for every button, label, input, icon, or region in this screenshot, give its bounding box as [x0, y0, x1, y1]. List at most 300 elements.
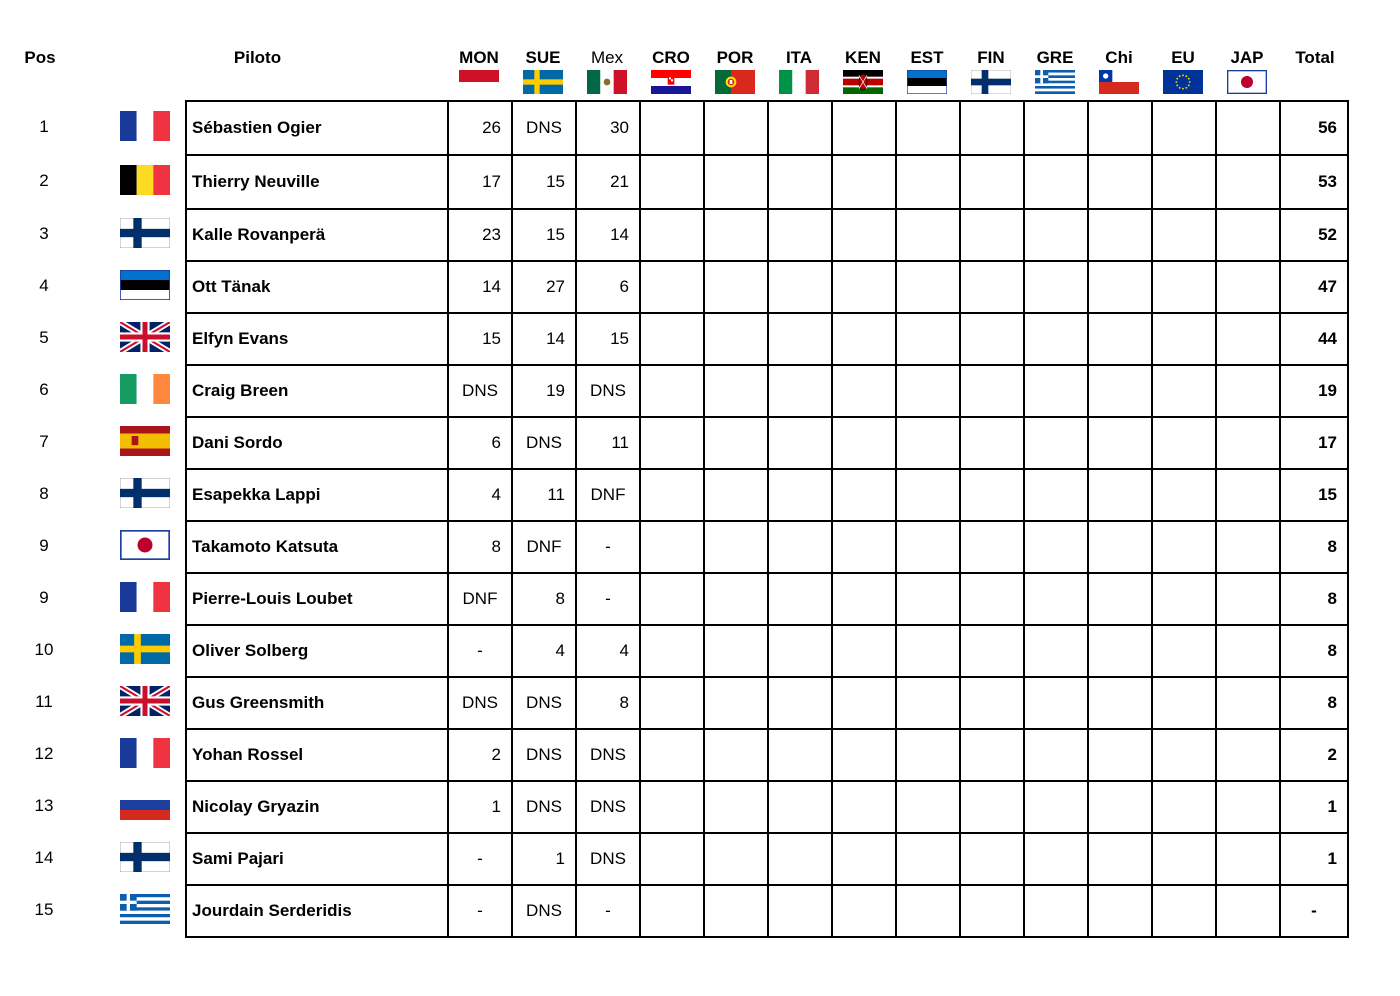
france-flag-icon: [120, 111, 170, 141]
result-cell: 1: [512, 833, 576, 885]
result-cell: 4: [448, 469, 512, 521]
table-row: [186, 677, 1348, 729]
result-cell: DNS: [512, 677, 576, 729]
result-cell: [896, 625, 960, 677]
result-cell: DNS: [576, 729, 640, 781]
result-cell: [1216, 677, 1280, 729]
result-cell: [704, 625, 768, 677]
position-number: 15: [34, 900, 54, 919]
result-cell: [832, 729, 896, 781]
result-cell: [640, 469, 704, 521]
result-cell: DNS: [512, 885, 576, 937]
result-cell: 1: [448, 781, 512, 833]
rally-header-mon: MON: [459, 48, 499, 67]
result-cell: [1024, 417, 1088, 469]
spain-flag-icon: [120, 426, 170, 456]
table-row: [186, 101, 1348, 155]
result-cell: [832, 417, 896, 469]
rally-header-chi: Chi: [1105, 48, 1133, 67]
result-cell: [1024, 729, 1088, 781]
result-cell: [640, 365, 704, 417]
total-points: 56: [1280, 101, 1348, 155]
belgium-flag-icon: [120, 165, 170, 195]
driver-name: Esapekka Lappi: [186, 469, 448, 521]
result-cell: [640, 209, 704, 261]
result-cell: [640, 261, 704, 313]
result-cell: [896, 833, 960, 885]
driver-name: Dani Sordo: [186, 417, 448, 469]
rally-header-fin: FIN: [977, 48, 1005, 67]
italy-flag-icon: [779, 70, 819, 94]
result-cell: [704, 313, 768, 365]
total-points: 8: [1280, 573, 1348, 625]
driver-name: Ott Tänak: [186, 261, 448, 313]
result-cell: [896, 573, 960, 625]
table-row: [186, 209, 1348, 261]
result-cell: [1024, 781, 1088, 833]
result-cell: [1152, 677, 1216, 729]
result-cell: [960, 469, 1024, 521]
result-cell: [1088, 677, 1152, 729]
result-cell: [640, 885, 704, 937]
result-cell: [1216, 209, 1280, 261]
greece-flag-icon: [120, 894, 170, 924]
result-cell: [1152, 885, 1216, 937]
result-cell: [1088, 313, 1152, 365]
result-cell: [704, 573, 768, 625]
result-cell: [704, 781, 768, 833]
result-cell: [896, 417, 960, 469]
result-cell: [1152, 313, 1216, 365]
pos-header: Pos: [24, 48, 56, 67]
driver-name: Yohan Rossel: [186, 729, 448, 781]
result-cell: 15: [448, 313, 512, 365]
result-cell: [1216, 101, 1280, 155]
result-cell: -: [448, 885, 512, 937]
result-cell: [768, 101, 832, 155]
result-cell: [960, 101, 1024, 155]
finland-flag-icon: [120, 478, 170, 508]
result-cell: [1024, 885, 1088, 937]
result-cell: 30: [576, 101, 640, 155]
total-points: 17: [1280, 417, 1348, 469]
total-points: 1: [1280, 833, 1348, 885]
result-cell: [640, 521, 704, 573]
table-row: [186, 261, 1348, 313]
result-cell: [704, 365, 768, 417]
result-cell: DNS: [576, 833, 640, 885]
result-cell: [1088, 101, 1152, 155]
result-cell: [1152, 155, 1216, 209]
result-cell: [640, 101, 704, 155]
result-cell: [1024, 625, 1088, 677]
result-cell: [1024, 677, 1088, 729]
result-cell: [704, 469, 768, 521]
result-cell: [1088, 365, 1152, 417]
uk-flag-icon: [120, 322, 170, 352]
result-cell: DNS: [512, 729, 576, 781]
result-cell: 21: [576, 155, 640, 209]
result-cell: [1088, 261, 1152, 313]
result-cell: [768, 625, 832, 677]
result-cell: [960, 885, 1024, 937]
position-number: 3: [39, 224, 49, 243]
table-row: [186, 313, 1348, 365]
result-cell: [1024, 469, 1088, 521]
estonia-flag-icon: [907, 70, 947, 94]
result-cell: [768, 417, 832, 469]
japan-flag-icon: [120, 530, 170, 560]
result-cell: [1152, 573, 1216, 625]
chile-flag-icon: [1099, 70, 1139, 94]
total-points: 8: [1280, 625, 1348, 677]
result-cell: [1152, 833, 1216, 885]
result-cell: 14: [448, 261, 512, 313]
result-cell: DNS: [448, 677, 512, 729]
result-cell: [1088, 469, 1152, 521]
standings-table: [185, 100, 1349, 938]
pilot-header: Piloto: [233, 48, 282, 67]
result-cell: [704, 261, 768, 313]
result-cell: [896, 209, 960, 261]
result-cell: [896, 521, 960, 573]
france-flag-icon: [120, 738, 170, 768]
result-cell: [960, 155, 1024, 209]
finland-flag-icon: [120, 218, 170, 248]
total-points: 52: [1280, 209, 1348, 261]
result-cell: [640, 729, 704, 781]
result-cell: [960, 677, 1024, 729]
position-number: 7: [39, 432, 49, 451]
position-number: 14: [34, 848, 54, 867]
result-cell: [1088, 625, 1152, 677]
result-cell: [1024, 313, 1088, 365]
russia-flag-icon: [120, 790, 170, 820]
total-points: 8: [1280, 521, 1348, 573]
result-cell: [1088, 209, 1152, 261]
total-points: 47: [1280, 261, 1348, 313]
result-cell: [768, 155, 832, 209]
portugal-flag-icon: [715, 70, 755, 94]
rally-header-eu: EU: [1171, 48, 1195, 67]
result-cell: [1024, 521, 1088, 573]
position-number: 11: [35, 692, 53, 711]
result-cell: [768, 469, 832, 521]
total-points: -: [1280, 885, 1348, 937]
result-cell: [1216, 155, 1280, 209]
result-cell: [832, 155, 896, 209]
table-row: [186, 885, 1348, 937]
result-cell: [896, 313, 960, 365]
result-cell: [704, 677, 768, 729]
position-number: 9: [39, 588, 49, 607]
driver-name: Jourdain Serderidis: [186, 885, 448, 937]
sweden-flag-icon: [523, 70, 563, 94]
result-cell: [768, 781, 832, 833]
position-number: 10: [34, 640, 54, 659]
result-cell: [960, 625, 1024, 677]
result-cell: [1024, 573, 1088, 625]
result-cell: [832, 677, 896, 729]
greece-flag-icon: [1035, 70, 1075, 94]
result-cell: [960, 209, 1024, 261]
result-cell: [1216, 365, 1280, 417]
result-cell: [1024, 155, 1088, 209]
rally-header-sue: SUE: [525, 48, 561, 67]
result-cell: 11: [512, 469, 576, 521]
result-cell: [1152, 101, 1216, 155]
total-points: 8: [1280, 677, 1348, 729]
japan-flag-icon: [1227, 70, 1267, 94]
result-cell: [1088, 781, 1152, 833]
result-cell: [1216, 833, 1280, 885]
position-number: 13: [34, 796, 54, 815]
result-cell: [768, 313, 832, 365]
result-cell: [960, 365, 1024, 417]
result-cell: [640, 781, 704, 833]
result-cell: [640, 677, 704, 729]
result-cell: [960, 781, 1024, 833]
table-row: [186, 521, 1348, 573]
driver-name: Kalle Rovanperä: [186, 209, 448, 261]
result-cell: [640, 573, 704, 625]
result-cell: [832, 101, 896, 155]
position-number: 9: [39, 536, 49, 555]
rally-header-jap: JAP: [1230, 48, 1264, 67]
rally-header-ken: KEN: [845, 48, 881, 67]
mexico-flag-icon: [587, 70, 627, 94]
kenya-flag-icon: [843, 70, 883, 94]
result-cell: [896, 677, 960, 729]
result-cell: [1024, 209, 1088, 261]
table-row: [186, 469, 1348, 521]
position-number: 6: [39, 380, 49, 399]
table-row: [186, 729, 1348, 781]
position-number: 2: [39, 171, 49, 190]
result-cell: [960, 313, 1024, 365]
result-cell: [896, 261, 960, 313]
table-row: [186, 625, 1348, 677]
result-cell: [1216, 729, 1280, 781]
croatia-flag-icon: [651, 70, 691, 94]
rally-header-gre: GRE: [1036, 48, 1074, 67]
table-row: [186, 417, 1348, 469]
result-cell: 4: [576, 625, 640, 677]
rally-header-cro: CRO: [652, 48, 690, 67]
total-points: 1: [1280, 781, 1348, 833]
result-cell: 26: [448, 101, 512, 155]
result-cell: [832, 365, 896, 417]
result-cell: [704, 521, 768, 573]
result-cell: [704, 209, 768, 261]
result-cell: [768, 261, 832, 313]
result-cell: [832, 313, 896, 365]
result-cell: -: [576, 885, 640, 937]
finland-flag-icon: [971, 70, 1011, 94]
result-cell: [1024, 833, 1088, 885]
result-cell: [640, 833, 704, 885]
result-cell: [832, 521, 896, 573]
result-cell: [1152, 521, 1216, 573]
result-cell: [896, 365, 960, 417]
table-row: [186, 365, 1348, 417]
result-cell: [768, 521, 832, 573]
result-cell: [1088, 729, 1152, 781]
result-cell: 17: [448, 155, 512, 209]
result-cell: [832, 885, 896, 937]
result-cell: [768, 729, 832, 781]
result-cell: 15: [576, 313, 640, 365]
position-number: 1: [39, 117, 49, 136]
position-number: 8: [39, 484, 49, 503]
result-cell: [704, 155, 768, 209]
driver-name: Sami Pajari: [186, 833, 448, 885]
result-cell: [704, 101, 768, 155]
result-cell: [704, 417, 768, 469]
result-cell: [832, 261, 896, 313]
result-cell: [960, 261, 1024, 313]
finland-flag-icon: [120, 842, 170, 872]
rally-header-ita: ITA: [785, 48, 813, 67]
result-cell: [960, 417, 1024, 469]
result-cell: [704, 885, 768, 937]
result-cell: [640, 625, 704, 677]
result-cell: 27: [512, 261, 576, 313]
result-cell: DNS: [512, 781, 576, 833]
result-cell: [1152, 209, 1216, 261]
table-row: [186, 781, 1348, 833]
result-cell: [832, 833, 896, 885]
result-cell: 8: [512, 573, 576, 625]
driver-name: Elfyn Evans: [186, 313, 448, 365]
result-cell: [768, 365, 832, 417]
sweden-flag-icon: [120, 634, 170, 664]
result-cell: [1024, 261, 1088, 313]
result-cell: -: [448, 833, 512, 885]
result-cell: [832, 781, 896, 833]
result-cell: [1088, 521, 1152, 573]
result-cell: [960, 833, 1024, 885]
result-cell: [1024, 101, 1088, 155]
result-cell: [704, 833, 768, 885]
result-cell: [1152, 261, 1216, 313]
table-row: [186, 155, 1348, 209]
result-cell: [704, 729, 768, 781]
result-cell: [896, 469, 960, 521]
result-cell: 14: [576, 209, 640, 261]
result-cell: 14: [512, 313, 576, 365]
result-cell: [768, 677, 832, 729]
result-cell: [960, 729, 1024, 781]
result-cell: [1088, 833, 1152, 885]
result-cell: [1216, 417, 1280, 469]
result-cell: 19: [512, 365, 576, 417]
total-points: 15: [1280, 469, 1348, 521]
driver-name: Thierry Neuville: [186, 155, 448, 209]
result-cell: [896, 155, 960, 209]
result-cell: [1216, 781, 1280, 833]
result-cell: -: [576, 573, 640, 625]
result-cell: 2: [448, 729, 512, 781]
monaco-flag-icon: [459, 70, 499, 94]
result-cell: [896, 729, 960, 781]
total-points: 2: [1280, 729, 1348, 781]
ireland-flag-icon: [120, 374, 170, 404]
result-cell: 11: [576, 417, 640, 469]
result-cell: [832, 469, 896, 521]
result-cell: [768, 833, 832, 885]
uk-flag-icon: [120, 686, 170, 716]
result-cell: [768, 885, 832, 937]
result-cell: 4: [512, 625, 576, 677]
result-cell: [1088, 417, 1152, 469]
result-cell: [640, 155, 704, 209]
result-cell: DNS: [512, 417, 576, 469]
result-cell: [1152, 417, 1216, 469]
total-points: 19: [1280, 365, 1348, 417]
result-cell: DNS: [576, 365, 640, 417]
driver-name: Takamoto Katsuta: [186, 521, 448, 573]
result-cell: [1216, 625, 1280, 677]
result-cell: 6: [448, 417, 512, 469]
result-cell: [832, 209, 896, 261]
result-cell: 23: [448, 209, 512, 261]
rally-header-est: EST: [910, 48, 944, 67]
result-cell: [1152, 469, 1216, 521]
result-cell: [768, 209, 832, 261]
estonia-flag-icon: [120, 270, 170, 300]
result-cell: [832, 625, 896, 677]
result-cell: [640, 417, 704, 469]
driver-name: Craig Breen: [186, 365, 448, 417]
result-cell: [768, 573, 832, 625]
result-cell: 8: [576, 677, 640, 729]
result-cell: [1152, 729, 1216, 781]
result-cell: [1216, 573, 1280, 625]
result-cell: [1152, 365, 1216, 417]
driver-name: Sébastien Ogier: [186, 101, 448, 155]
result-cell: [1152, 625, 1216, 677]
result-cell: DNF: [448, 573, 512, 625]
table-row: [186, 573, 1348, 625]
result-cell: [896, 781, 960, 833]
result-cell: 6: [576, 261, 640, 313]
driver-name: Gus Greensmith: [186, 677, 448, 729]
result-cell: [1152, 781, 1216, 833]
result-cell: [640, 313, 704, 365]
result-cell: [1216, 261, 1280, 313]
table-row: [186, 833, 1348, 885]
eu-flag-icon: [1163, 70, 1203, 94]
result-cell: 15: [512, 209, 576, 261]
result-cell: [1024, 365, 1088, 417]
result-cell: DNS: [448, 365, 512, 417]
result-cell: [1088, 155, 1152, 209]
result-cell: DNF: [576, 469, 640, 521]
position-number: 4: [39, 276, 49, 295]
result-cell: DNF: [512, 521, 576, 573]
driver-name: Oliver Solberg: [186, 625, 448, 677]
result-cell: [1216, 469, 1280, 521]
france-flag-icon: [120, 582, 170, 612]
result-cell: [960, 521, 1024, 573]
total-points: 44: [1280, 313, 1348, 365]
total-header: Total: [1295, 48, 1335, 67]
driver-name: Pierre-Louis Loubet: [186, 573, 448, 625]
result-cell: [960, 573, 1024, 625]
result-cell: 8: [448, 521, 512, 573]
result-cell: [832, 573, 896, 625]
